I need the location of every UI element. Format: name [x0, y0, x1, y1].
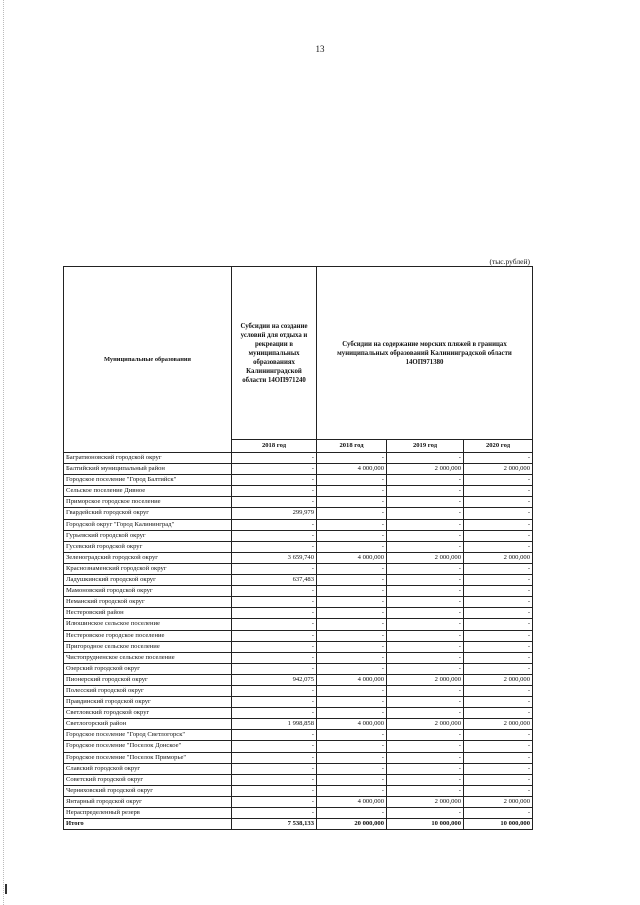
cell-beaches-2019: 2 000,000 — [387, 719, 464, 730]
cell-beaches-2019: - — [387, 808, 464, 819]
municipality-name: Мамоновский городской округ — [64, 586, 232, 597]
cell-beaches-2018: - — [317, 641, 387, 652]
cell-recreation-2018: 1 998,858 — [232, 719, 317, 730]
cell-beaches-2019: - — [387, 608, 464, 619]
cell-beaches-2019: 10 000,000 — [387, 819, 464, 830]
table-row — [64, 741, 533, 752]
cell-beaches-2020: - — [464, 530, 533, 541]
municipality-name: Славский городской округ — [64, 763, 232, 774]
cell-recreation-2018: - — [232, 530, 317, 541]
cell-beaches-2020: - — [464, 774, 533, 785]
year-header: 2019 год — [387, 440, 464, 453]
table-row — [64, 663, 533, 674]
cell-beaches-2018: - — [317, 597, 387, 608]
cell-beaches-2020: 2 000,000 — [464, 552, 533, 563]
cell-beaches-2019: - — [387, 530, 464, 541]
cell-beaches-2020: - — [464, 763, 533, 774]
cell-beaches-2018: - — [317, 586, 387, 597]
cell-beaches-2018: - — [317, 475, 387, 486]
cell-beaches-2018: - — [317, 663, 387, 674]
cell-beaches-2018: - — [317, 508, 387, 519]
table-row — [64, 508, 533, 519]
cell-beaches-2018: - — [317, 519, 387, 530]
cell-recreation-2018: - — [232, 763, 317, 774]
cell-recreation-2018: - — [232, 497, 317, 508]
cell-beaches-2019: - — [387, 785, 464, 796]
cell-recreation-2018: - — [232, 685, 317, 696]
cell-beaches-2019: 2 000,000 — [387, 796, 464, 807]
year-header: 2018 год — [232, 440, 317, 453]
cell-beaches-2018: 4 000,000 — [317, 796, 387, 807]
cell-beaches-2020: - — [464, 486, 533, 497]
cell-beaches-2019: - — [387, 752, 464, 763]
municipality-name: Зеленоградский городской округ — [64, 552, 232, 563]
cell-beaches-2018: - — [317, 741, 387, 752]
cell-recreation-2018: 7 538,133 — [232, 819, 317, 830]
cell-beaches-2018: - — [317, 697, 387, 708]
cell-beaches-2019: - — [387, 497, 464, 508]
cell-beaches-2019: - — [387, 663, 464, 674]
municipality-name: Светлогорский район — [64, 719, 232, 730]
cell-recreation-2018: - — [232, 464, 317, 475]
table-row — [64, 763, 533, 774]
cell-beaches-2019: - — [387, 563, 464, 574]
municipality-name: Ладушкинский городской округ — [64, 575, 232, 586]
cell-beaches-2019: - — [387, 619, 464, 630]
cell-recreation-2018: - — [232, 630, 317, 641]
municipality-name: Пригородное сельское поселение — [64, 641, 232, 652]
table-row — [64, 497, 533, 508]
municipality-name: Городской округ "Город Калининград" — [64, 519, 232, 530]
municipality-name: Черняховский городской округ — [64, 785, 232, 796]
cell-recreation-2018: - — [232, 597, 317, 608]
cell-beaches-2018: - — [317, 652, 387, 663]
table-row — [64, 619, 533, 630]
municipality-name: Багратионовский городской округ — [64, 453, 232, 464]
table-row — [64, 563, 533, 574]
cell-beaches-2018: - — [317, 497, 387, 508]
cell-beaches-2020: - — [464, 453, 533, 464]
table-row — [64, 541, 533, 552]
cell-beaches-2020: - — [464, 641, 533, 652]
cell-recreation-2018: - — [232, 475, 317, 486]
cell-beaches-2020: - — [464, 685, 533, 696]
table-row — [64, 552, 533, 563]
cell-beaches-2018: - — [317, 763, 387, 774]
cell-recreation-2018: 3 659,740 — [232, 552, 317, 563]
cell-beaches-2020: 2 000,000 — [464, 674, 533, 685]
year-header: 2020 год — [464, 440, 533, 453]
cell-beaches-2020: 10 000,000 — [464, 819, 533, 830]
municipality-name: Городское поселение "Город Светлогорск" — [64, 730, 232, 741]
cell-beaches-2019: - — [387, 741, 464, 752]
municipality-name: Нестеровский район — [64, 608, 232, 619]
page-number: 13 — [315, 44, 325, 54]
municipality-name: Илюшинское сельское поселение — [64, 619, 232, 630]
cell-beaches-2020: - — [464, 475, 533, 486]
cell-beaches-2019: - — [387, 508, 464, 519]
cell-beaches-2018: 4 000,000 — [317, 674, 387, 685]
cell-beaches-2018: - — [317, 774, 387, 785]
cell-beaches-2019: 2 000,000 — [387, 552, 464, 563]
total-row — [64, 819, 533, 830]
cell-beaches-2020: - — [464, 708, 533, 719]
cell-beaches-2019: 2 000,000 — [387, 464, 464, 475]
table-body — [64, 453, 533, 830]
cell-recreation-2018: - — [232, 708, 317, 719]
table-row — [64, 708, 533, 719]
cell-beaches-2020: - — [464, 663, 533, 674]
cell-beaches-2019: - — [387, 641, 464, 652]
cell-beaches-2020: - — [464, 697, 533, 708]
year-header: 2018 год — [317, 440, 387, 453]
table-row — [64, 519, 533, 530]
cell-beaches-2018: 4 000,000 — [317, 464, 387, 475]
cell-beaches-2018: - — [317, 575, 387, 586]
cell-beaches-2018: - — [317, 619, 387, 630]
cell-beaches-2019: - — [387, 630, 464, 641]
cell-beaches-2018: - — [317, 808, 387, 819]
cell-recreation-2018: - — [232, 486, 317, 497]
cell-beaches-2020: - — [464, 519, 533, 530]
cell-beaches-2020: - — [464, 597, 533, 608]
cell-recreation-2018: 942,075 — [232, 674, 317, 685]
municipality-name: Городское поселение "Город Балтийск" — [64, 475, 232, 486]
municipality-name: Гвардейский городской округ — [64, 508, 232, 519]
cell-beaches-2020: - — [464, 652, 533, 663]
cell-beaches-2019: - — [387, 453, 464, 464]
cell-recreation-2018: - — [232, 641, 317, 652]
municipality-name: Нераспределенный резерв — [64, 808, 232, 819]
municipality-name: Пионерский городской округ — [64, 674, 232, 685]
cell-recreation-2018: - — [232, 796, 317, 807]
table-row — [64, 464, 533, 475]
left-margin-line — [3, 0, 4, 905]
cell-beaches-2019: - — [387, 774, 464, 785]
cell-recreation-2018: - — [232, 774, 317, 785]
cell-beaches-2019: - — [387, 586, 464, 597]
header-subsidy-beaches: Субсидии на содержание морских пляжей в границах муниципальных образований Калининградской области 14ОП971380 — [317, 267, 533, 440]
cell-beaches-2018: 4 000,000 — [317, 552, 387, 563]
cell-recreation-2018: - — [232, 608, 317, 619]
cell-beaches-2020: - — [464, 808, 533, 819]
cell-beaches-2019: - — [387, 541, 464, 552]
table-row — [64, 641, 533, 652]
cell-recreation-2018: - — [232, 453, 317, 464]
cell-recreation-2018: 637,483 — [232, 575, 317, 586]
cell-beaches-2018: - — [317, 530, 387, 541]
table-row — [64, 453, 533, 464]
cell-beaches-2018: - — [317, 630, 387, 641]
cell-beaches-2020: - — [464, 586, 533, 597]
municipality-name: Чистопрудненское сельское поселение — [64, 652, 232, 663]
cell-beaches-2020: - — [464, 508, 533, 519]
cell-beaches-2019: - — [387, 519, 464, 530]
table-row — [64, 785, 533, 796]
cell-recreation-2018: - — [232, 752, 317, 763]
cell-beaches-2019: - — [387, 763, 464, 774]
cell-recreation-2018: - — [232, 663, 317, 674]
table-row — [64, 730, 533, 741]
municipality-name: Краснознаменский городской округ — [64, 563, 232, 574]
table-row — [64, 685, 533, 696]
cell-beaches-2020: - — [464, 497, 533, 508]
cell-beaches-2018: - — [317, 563, 387, 574]
municipality-name: Итого — [64, 819, 232, 830]
municipality-name: Нестеровское городское поселение — [64, 630, 232, 641]
table-row — [64, 597, 533, 608]
table-row — [64, 719, 533, 730]
cell-beaches-2020: 2 000,000 — [464, 464, 533, 475]
table-row — [64, 475, 533, 486]
margin-mark — [5, 884, 7, 894]
cell-recreation-2018: - — [232, 741, 317, 752]
municipality-name: Городское поселение "Поселок Донское" — [64, 741, 232, 752]
table-row — [64, 530, 533, 541]
cell-beaches-2020: - — [464, 730, 533, 741]
table-row — [64, 774, 533, 785]
cell-beaches-2018: - — [317, 608, 387, 619]
municipality-name: Неманский городской округ — [64, 597, 232, 608]
cell-recreation-2018: - — [232, 563, 317, 574]
cell-recreation-2018: - — [232, 785, 317, 796]
cell-beaches-2019: - — [387, 697, 464, 708]
cell-beaches-2020: - — [464, 630, 533, 641]
cell-beaches-2018: - — [317, 785, 387, 796]
cell-beaches-2020: 2 000,000 — [464, 719, 533, 730]
cell-beaches-2019: - — [387, 475, 464, 486]
cell-beaches-2018: - — [317, 453, 387, 464]
cell-recreation-2018: - — [232, 697, 317, 708]
cell-beaches-2020: - — [464, 619, 533, 630]
cell-beaches-2018: - — [317, 730, 387, 741]
municipality-name: Светловский городской округ — [64, 708, 232, 719]
cell-beaches-2020: - — [464, 563, 533, 574]
cell-recreation-2018: - — [232, 652, 317, 663]
cell-beaches-2018: - — [317, 752, 387, 763]
table-row — [64, 586, 533, 597]
cell-recreation-2018: - — [232, 519, 317, 530]
table-row — [64, 608, 533, 619]
cell-beaches-2020: - — [464, 541, 533, 552]
cell-beaches-2019: - — [387, 652, 464, 663]
cell-beaches-2020: - — [464, 785, 533, 796]
cell-beaches-2019: - — [387, 486, 464, 497]
municipality-name: Советский городской округ — [64, 774, 232, 785]
table-row — [64, 486, 533, 497]
cell-beaches-2019: 2 000,000 — [387, 674, 464, 685]
cell-beaches-2019: - — [387, 730, 464, 741]
table-row — [64, 575, 533, 586]
municipality-name: Озерский городской округ — [64, 663, 232, 674]
municipality-name: Полесский городской округ — [64, 685, 232, 696]
cell-recreation-2018: - — [232, 541, 317, 552]
table-row — [64, 630, 533, 641]
header-municipality: Муниципальные образования — [64, 267, 232, 453]
table-row — [64, 674, 533, 685]
municipality-name: Гусевский городской округ — [64, 541, 232, 552]
cell-beaches-2018: - — [317, 486, 387, 497]
cell-beaches-2019: - — [387, 597, 464, 608]
cell-beaches-2020: - — [464, 575, 533, 586]
header-subsidy-recreation: Субсидии на создание условий для отдыха и рекреации в муниципальных образованиях Калининградской области 14ОП971240 — [232, 267, 317, 440]
cell-beaches-2019: - — [387, 708, 464, 719]
cell-beaches-2018: - — [317, 685, 387, 696]
cell-beaches-2020: - — [464, 741, 533, 752]
cell-beaches-2019: - — [387, 685, 464, 696]
cell-recreation-2018: - — [232, 808, 317, 819]
municipality-name: Правдинский городской округ — [64, 697, 232, 708]
cell-beaches-2018: - — [317, 541, 387, 552]
units-label: (тыс.рублей) — [489, 257, 530, 266]
cell-recreation-2018: 299,979 — [232, 508, 317, 519]
table-row — [64, 752, 533, 763]
cell-recreation-2018: - — [232, 619, 317, 630]
table-row — [64, 808, 533, 819]
cell-beaches-2018: - — [317, 708, 387, 719]
cell-beaches-2018: 20 000,000 — [317, 819, 387, 830]
cell-beaches-2020: 2 000,000 — [464, 796, 533, 807]
municipality-name: Сельское поселение Дивное — [64, 486, 232, 497]
municipality-name: Гурьевский городской округ — [64, 530, 232, 541]
cell-beaches-2020: - — [464, 608, 533, 619]
table-row — [64, 697, 533, 708]
cell-recreation-2018: - — [232, 586, 317, 597]
cell-recreation-2018: - — [232, 730, 317, 741]
cell-beaches-2018: 4 000,000 — [317, 719, 387, 730]
municipality-name: Городское поселение "Поселок Приморье" — [64, 752, 232, 763]
cell-beaches-2020: - — [464, 752, 533, 763]
municipality-name: Янтарный городской округ — [64, 796, 232, 807]
cell-beaches-2019: - — [387, 575, 464, 586]
subsidies-table — [63, 266, 533, 830]
table-row — [64, 796, 533, 807]
municipality-name: Балтийский муниципальный район — [64, 464, 232, 475]
municipality-name: Приморское городское поселение — [64, 497, 232, 508]
table-row — [64, 652, 533, 663]
